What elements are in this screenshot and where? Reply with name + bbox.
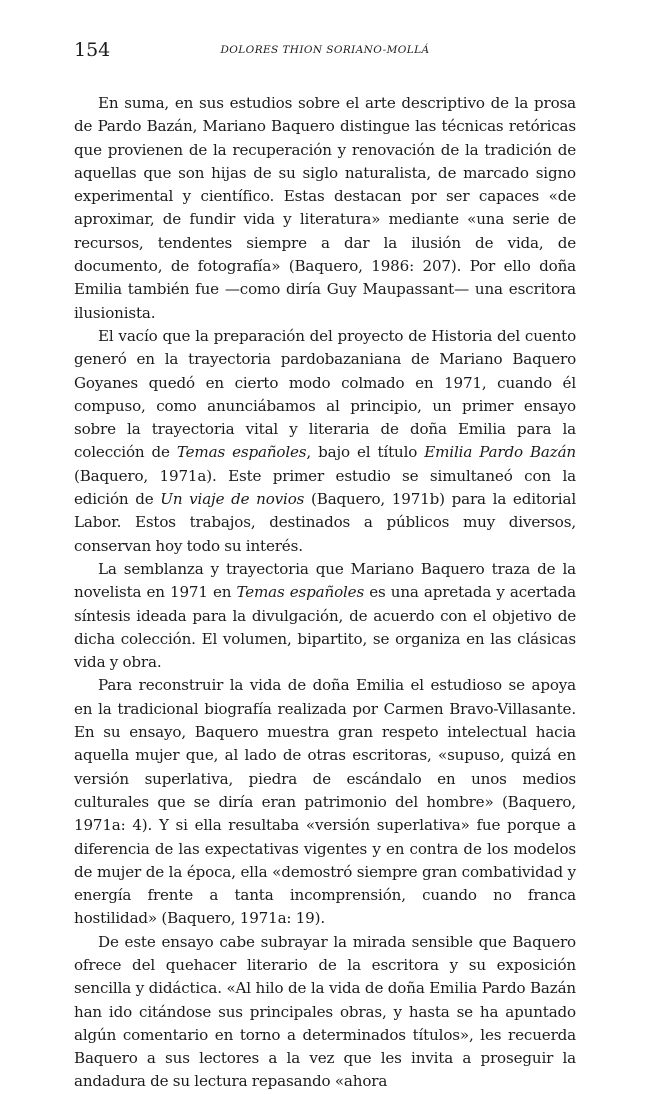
paragraph — [74, 558, 576, 674]
italic-title: Emilia Pardo Bazán — [424, 443, 576, 462]
text-run: (Baquero, 1971a). Este primer estudio se simultaneó con la edición de — [74, 466, 576, 509]
paragraph — [74, 931, 576, 1094]
page-number: 154 — [74, 39, 111, 61]
text-run: La semblanza y trayectoria que Mariano Baquero traza de la novelista en 1971 en — [74, 559, 576, 602]
text-run: Para reconstruir la vida de doña Emilia el estudioso se apoya en la tradicional biografía realizada por Carmen Bravo-Villasante. En su ensayo, Baquero muestra gran respeto intelectual hacia aquella mujer que, al lado de otras escritoras, «supuso, quizá en versión superlativa, piedra de escándalo en unos medios culturales que se diría eran patrimonio del hombre» (Baquero, 1971a: 4). Y si ella resultaba «versión superlativa» fue porque a diferencia de las expectativas vigentes y en contra de los modelos de mujer de la época, ella «demostró siempre gran combatividad y energía frente a tanta incomprensión, cuando no franca hostilidad» (Baquero, 1971a: 19). — [74, 676, 576, 928]
text-run: De este ensayo cabe subrayar la mirada sensible que Baquero ofrece del quehacer literario de la escritora y su exposición sencilla y didáctica. «Al hilo de la vida de doña Emilia Pardo Bazán han ido citándose sus principales obras, y hasta se ha apuntado algún comentario en torno a determinados títulos», les recuerda Baquero a sus lectores a la vez que les invita a proseguir la andadura de su lectura repasando «ahora — [74, 932, 576, 1091]
italic-title: Un viaje de novios — [160, 490, 305, 509]
paragraph — [74, 325, 576, 558]
paragraph — [74, 92, 576, 325]
text-run: En suma, en sus estudios sobre el arte descriptivo de la prosa de Pardo Bazán, Mariano Baquero distingue las técnicas retóricas que provienen de la recuperación y renovación de la tradición de aquellas que son hijas de su siglo naturalista, de marcado signo experimental y científico. Estas destacan por ser capaces «de aproximar, de fundir vida y literatura» mediante «una serie de recursos, tendentes siempre a dar la ilusión de vida, de documento, de fotografía» (Baquero, 1986: 207). Por ello doña Emilia también fue —como diría Guy Maupassant— una escritora ilusionista. — [74, 94, 576, 322]
text-run: El vacío que la preparación del proyecto de Historia del cuento generó en la trayectoria pardobazaniana de Mariano Baquero Goyanes quedó en cierto modo colmado en 1971, cuando él compuso, como anunciábamos al principio, un primer ensayo sobre la trayectoria vital y literaria de doña Emilia para la colección de — [74, 326, 576, 462]
italic-title: Temas españoles — [176, 443, 307, 462]
text-run: es una apretada y acertada síntesis ideada para la divulgación, de acuerdo con el objetivo de dicha colección. El volumen, bipartito, se organiza en las clásicas vida y obra. — [74, 583, 576, 672]
page-header — [74, 38, 576, 62]
paragraph — [74, 674, 576, 930]
text-run: (Baquero, 1971b) para la editorial Labor. Estos trabajos, destinados a públicos muy diversos, conservan hoy todo su interés. — [74, 490, 577, 555]
italic-title: Temas españoles — [236, 583, 365, 602]
running-head: DOLORES THION SORIANO-MOLLÁ — [220, 44, 430, 56]
text-run: , bajo el título — [306, 443, 425, 462]
body-text — [74, 92, 576, 1094]
